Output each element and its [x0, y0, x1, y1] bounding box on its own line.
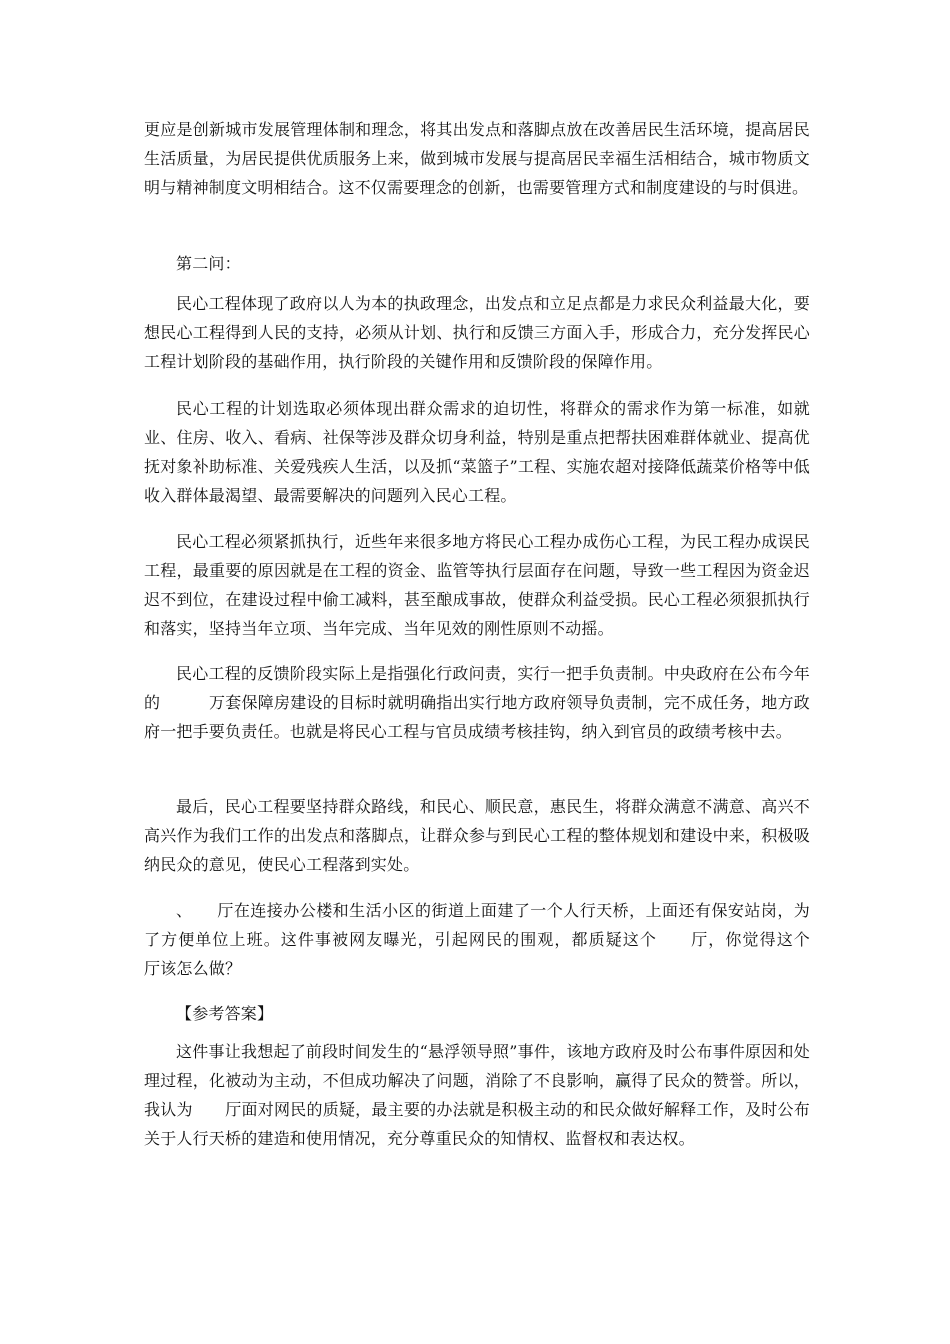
question-pedestrian-bridge: 、 厅在连接办公楼和生活小区的街道上面建了一个人行天桥，上面还有保安站岗，为了方便单位上班。这件事被网友曝光，引起网民的围观，都质疑这个 厅，你觉得这个 厅该怎么做？ — [144, 901, 843, 978]
paragraph-mass-line: 最后，民心工程要坚持群众路线，和民心、顺民意，惠民生，将群众满意不满意、高兴不高兴作为我们工作的出发点和落脚点，让群众参与到民心工程的整体规划和建设中来，积极吸纳民众的意见，使民心工程落到实处。 — [144, 797, 810, 874]
paragraph-people-project-overview: 民心工程体现了政府以人为本的执政理念，出发点和立足点都是力求民众利益最大化，要想民心工程得到人民的支持，必须从计划、执行和反馈三方面入手，形成合力，充分发挥民心工程计划阶段的基础作用，执行阶段的关键作用和反馈阶段的保障作用。 — [144, 294, 810, 371]
paragraph-execution-stage: 民心工程必须紧抓执行，近些年来很多地方将民心工程办成伤心工程，为民工程办成误民工程，最重要的原因就是在工程的资金、监管等执行层面存在问题，导致一些工程因为资金迟迟不到位，在建设过程中偷工减料，甚至酿成事故，使群众利益受损。民心工程必须狠抓执行和落实，坚持当年立项、当年完成、当年见效的刚性原则不动摇。 — [144, 532, 810, 638]
paragraph-feedback-stage: 民心工程的反馈阶段实际上是指强化行政问责，实行一把手负责制。中央政府在公布今年的 万套保障房建设的目标时就明确指出实行地方政府领导负责制，完不成任务，地方政府一把手要负责任。也就是将民心工程与官员成绩考核挂钩，纳入到官员的政绩考核中去。 — [144, 664, 810, 741]
paragraph-city-development: 更应是创新城市发展管理体制和理念，将其出发点和落脚点放在改善居民生活环境，提高居民生活质量，为居民提供优质服务上来，做到城市发展与提高居民幸福生活相结合，城市物质文明与精神制度文明相结合。这不仅需要理念的创新，也需要管理方式和制度建设的与时俱进。 — [144, 120, 810, 197]
section-heading-second-question: 第二问： — [176, 254, 241, 273]
paragraph-planning-stage: 民心工程的计划选取必须体现出群众需求的迫切性，将群众的需求作为第一标准，如就业、住房、收入、看病、社保等涉及群众切身利益，特别是重点把帮扶困难群体就业、提高优抚对象补助标准、关爱残疾人生活，以及抓“菜篮子”工程、实施农超对接降低蔬菜价格等中低收入群体最渴望、最需要解决的问题列入民心工程。 — [144, 399, 810, 505]
reference-answer-heading: 【参考答案】 — [176, 1004, 274, 1023]
paragraph-reference-answer: 这件事让我想起了前段时间发生的“悬浮领导照”事件，该地方政府及时公布事件原因和处理过程，化被动为主动，不但成功解决了问题，消除了不良影响，赢得了民众的赞誉。所以，我认为 厅面对网民的质疑，最主要的办法就是积极主动的和民众做好解释工作，及时公布关于人行天桥的建造和使用情况，充分尊重民众的知情权、监督权和表达权。 — [144, 1042, 810, 1148]
